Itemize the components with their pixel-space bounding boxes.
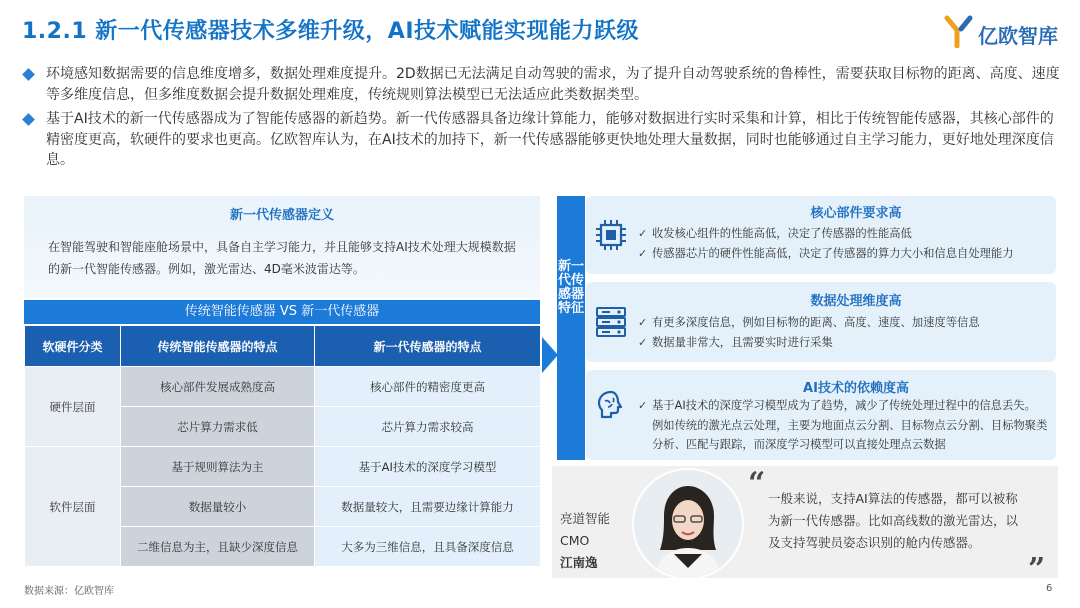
check-icon: ✓: [638, 246, 648, 260]
table-row: [25, 447, 541, 487]
bullet-item: [22, 109, 1062, 171]
feature-line: ✓ 数据量非常大，且需要实时进行采集: [638, 333, 1048, 353]
page-title: 1.2.1 新一代传感器技术多维升级，AI技术赋能实现能力跃级: [22, 19, 640, 44]
author-role: CMO: [560, 533, 590, 548]
quote-text: 一般来说，支持AI算法的传感器，都可以被称为新一代传感器。比如高线数的激光雷达，以及支持驾驶员姿态识别的舱内传感器。: [768, 491, 1019, 550]
feature-line: ✓ 传感器芯片的硬件性能高低，决定了传感器的算力大小和信息自处理能力: [638, 244, 1048, 264]
feature-lines: [638, 313, 1048, 352]
quote-author: [560, 508, 610, 574]
feature-card: [586, 196, 1056, 274]
category-cell: 软件层面: [25, 447, 121, 567]
new-gen-cell: 芯片算力需求较高: [315, 407, 541, 447]
feature-title: 数据处理维度高: [810, 294, 902, 309]
diamond-bullet-icon: [22, 113, 35, 126]
logo-text: 亿欧智库: [978, 24, 1058, 48]
new-gen-cell: 基于AI技术的深度学习模型: [315, 447, 541, 487]
traditional-cell: 芯片算力需求低: [121, 407, 315, 447]
brain-icon: [586, 370, 636, 460]
feature-line: ✓ 有更多深度信息，例如目标物的距离、高度、速度、加速度等信息: [638, 313, 1048, 333]
logo: [944, 14, 1062, 50]
column-header: 软硬件分类: [25, 326, 121, 367]
check-icon: ✓: [638, 399, 648, 412]
intro-bullets: [22, 64, 1062, 175]
new-gen-cell: 数据量较大，且需要边缘计算能力: [315, 487, 541, 527]
feature-title: AI技术的依赖度高: [803, 381, 909, 396]
bullet-item: [22, 64, 1062, 105]
traditional-cell: 数据量较小: [121, 487, 315, 527]
server-icon: [586, 282, 636, 362]
bullet-text: 环境感知数据需要的信息维度增多，数据处理难度提升。2D数据已无法满足自动驾驶的需求，为了提升自动驾驶系统的鲁棒性，需要获取目标物的距离、高度、速度等多维度信息，但多维度数据会提升数据处理难度，传统规则算法模型已无法适应此类数据类型。: [46, 66, 1060, 103]
expert-quote: [552, 466, 1058, 587]
side-label-text: 新一代传感器特征: [557, 259, 584, 316]
logo-mark-icon: [944, 14, 974, 48]
new-gen-cell: 大多为三维信息，且具备深度信息: [315, 527, 541, 567]
column-header: 新一代传感器的特点: [315, 326, 541, 367]
feature-card: [586, 282, 1056, 362]
definition-body: 在智能驾驶和智能座舱场景中，具备自主学习能力，并且能够支持AI技术处理大规模数据的新一代智能传感器。例如，激光雷达、4D毫米波雷达等。: [48, 240, 516, 276]
definition-title: 新一代传感器定义: [229, 208, 334, 223]
check-icon: ✓: [638, 227, 648, 240]
author-name: 江南逸: [560, 555, 598, 570]
feature-lines: [638, 396, 1048, 455]
table-row: [25, 367, 541, 407]
traditional-cell: 二维信息为主，且缺少深度信息: [121, 527, 315, 567]
features-side-label: [557, 196, 585, 460]
feature-line: ✓ 收发核心组件的性能高低，决定了传感器的性能高低: [638, 224, 1048, 244]
check-icon: ✓: [638, 335, 648, 349]
page-number: 6: [1046, 583, 1053, 594]
author-company: 亮道智能: [560, 511, 611, 526]
check-icon: ✓: [638, 316, 648, 329]
table-header-row: [25, 326, 541, 367]
feature-lines: [638, 224, 1048, 263]
feature-line: 例如传统的激光点云处理，主要为地面点云分割、目标物点云分割、目标物聚类分析、匹配与跟踪，而深度学习模型可以直接处理点云数据: [652, 418, 1048, 451]
avatar: [632, 468, 744, 580]
definition-panel: [24, 196, 540, 298]
close-quote-icon: ”: [1028, 552, 1046, 587]
column-header: 传统智能传感器的特点: [121, 326, 315, 367]
category-cell: 硬件层面: [25, 367, 121, 447]
chip-icon: [586, 196, 636, 274]
comparison-table: [24, 325, 541, 567]
bullet-text: 基于AI技术的新一代传感器成为了智能传感器的新趋势。新一代传感器具备边缘计算能力，能够对数据进行实时采集和计算，相比于传统智能传感器，其核心部件的精密度更高，软硬件的要求也更高。亿欧智库认为，在AI技术的加持下，新一代传感器能够更快地处理大量数据，同时也能够通过自主学习能力，更好地处理深度信息。: [46, 111, 1054, 168]
traditional-cell: 基于规则算法为主: [121, 447, 315, 487]
comparison-header: 传统智能传感器 VS 新一代传感器: [24, 300, 540, 324]
new-gen-cell: 核心部件的精密度更高: [315, 367, 541, 407]
feature-title: 核心部件要求高: [810, 206, 902, 221]
data-source: 数据来源：亿欧智库: [24, 586, 114, 597]
feature-card: [586, 370, 1056, 460]
open-quote-icon: “: [748, 466, 766, 501]
feature-line: ✓ 基于AI技术的深度学习模型成为了趋势，减少了传统处理过程中的信息丢失。: [638, 396, 1048, 416]
traditional-cell: 核心部件发展成熟度高: [121, 367, 315, 407]
diamond-bullet-icon: [22, 68, 35, 81]
